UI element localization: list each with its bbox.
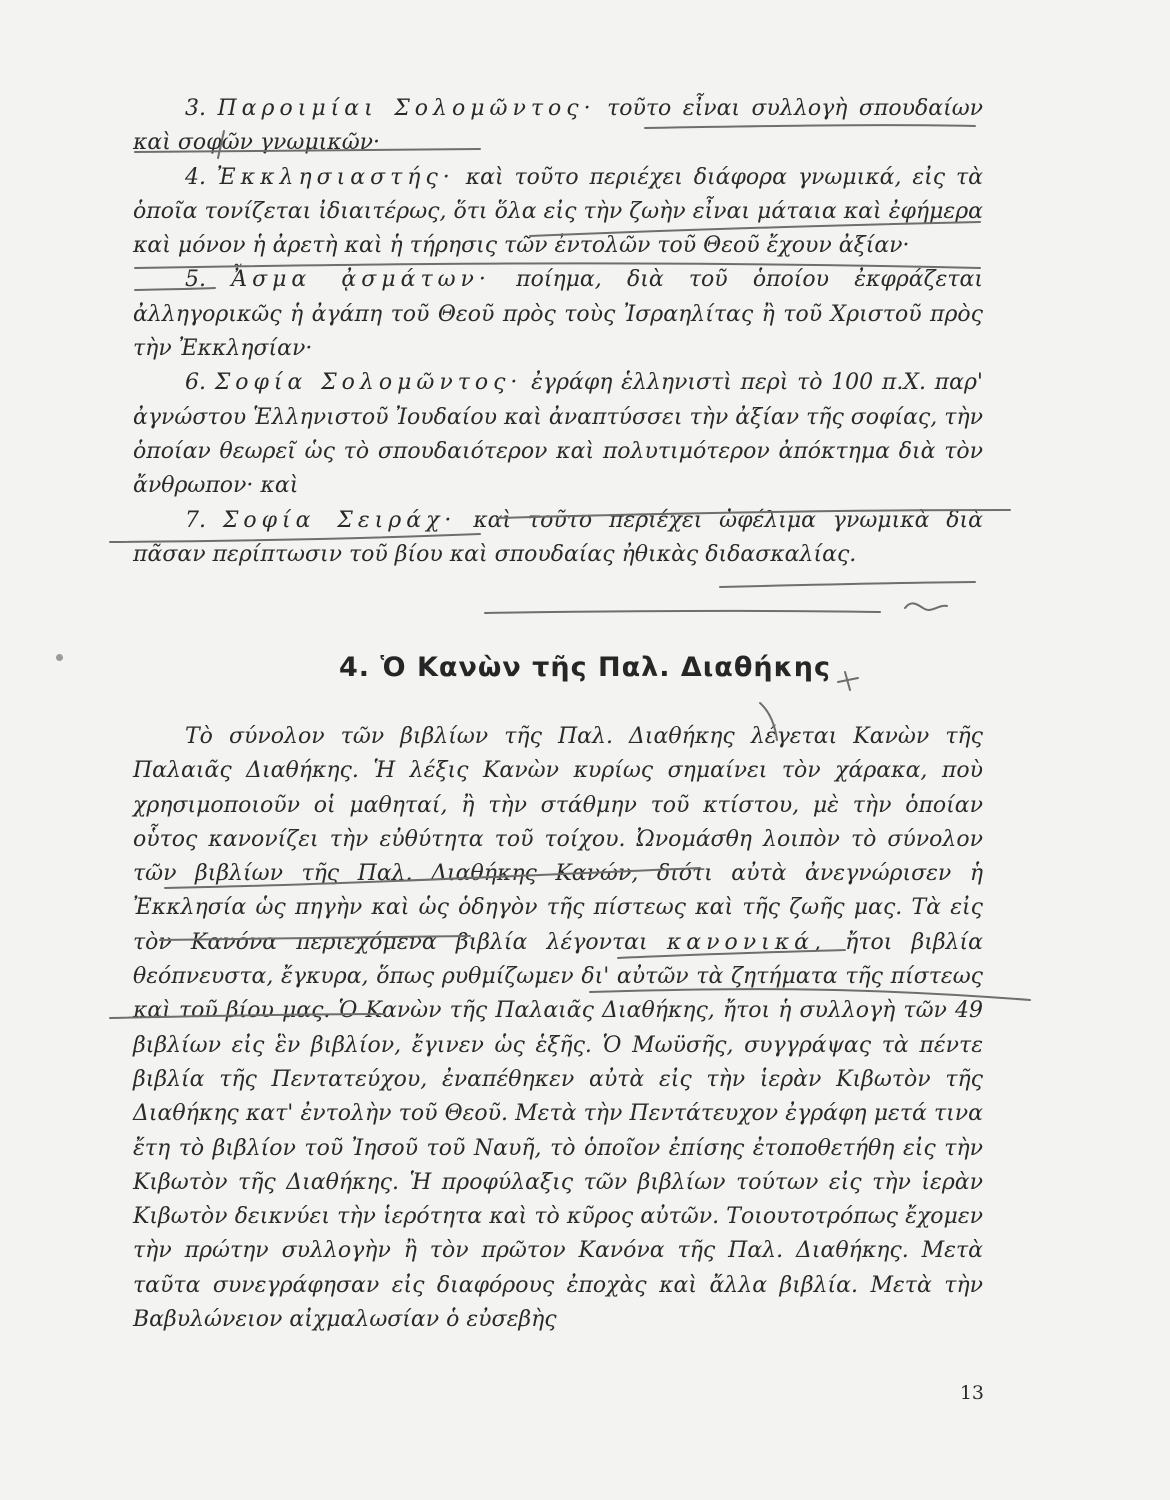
list-item: [133, 366, 983, 503]
paragraph-text: Τὸ σύνολον τῶν βιβλίων τῆς Παλ. Διαθήκης λέγεται Κανὼν τῆς Παλαιᾶς Διαθήκης. Ἡ λέξις Κανὼν κυρίως σημαίνει τὸν χάρακα, ποὺ χρησιμοποιοῦν οἱ μαθηταί, ἢ τὴν στάθμην τοῦ κτίστου, μὲ τὴν ὁποίαν οὗτος κανονίζει τὴν εὐθύτητα τοῦ τοίχου. Ὠνομάσθη λοιπὸν τὸ σύνολον τῶν βιβλίων τῆς Παλ. Διαθήκης Κανών, διότι αὐτὰ ἀνεγνώρισεν ἡ Ἐκκλησία ὡς πηγὴν καὶ ὡς ὁδηγὸν τῆς πίστεως καὶ τῆς ζωῆς μας. Τὰ εἰς τὸν Κανόνα περιεχόμενα βιβλία λέγονται: [133, 724, 983, 955]
emphasis-term: κανονικά,: [666, 929, 826, 955]
body-paragraph: [133, 720, 983, 1337]
page-number: 13: [959, 1382, 984, 1404]
pencil-squiggle: [905, 603, 947, 610]
item-number: 6.: [185, 370, 206, 396]
list-item: [133, 92, 983, 161]
item-title: Παροιμίαι Σολομῶντος·: [217, 96, 596, 121]
section-heading: 4. Ὁ Κανὼν τῆς Παλ. Διαθήκης: [338, 652, 832, 683]
item-text: καὶ τοῦτο περιέχει διάφορα γνωμικά, εἰς τὰ ὁποῖα τονίζεται ἰδιαιτέρως, ὅτι ὅλα εἰς τὴν ζωὴν εἶναι μάταια καὶ ἐφήμερα καὶ μόνον ἡ ἀρετὴ καὶ ἡ τήρησις τῶν ἐντολῶν τοῦ Θεοῦ ἔχουν ἀξίαν·: [133, 164, 984, 259]
list-item: [133, 161, 983, 264]
list-item: [133, 504, 983, 573]
list-block: [133, 92, 983, 572]
item-text: τοῦτο εἶναι συλλογὴ σπουδαίων καὶ σοφῶν γνωμικῶν·: [133, 96, 984, 156]
item-text: καὶ τοῦτο περιέχει ὠφέλιμα γνωμικὰ διὰ πᾶσαν περίπτωσιν τοῦ βίου καὶ σπουδαίας ἠθικὰς διδασκαλίας.: [133, 507, 984, 567]
list-item: [133, 263, 983, 366]
paragraph-text-cont: ἤτοι βιβλία θεόπνευστα, ἔγκυρα, ὅπως ρυθμίζωμεν δι' αὐτῶν τὰ ζητήματα τῆς πίστεως καὶ τοῦ βίου μας. Ὁ Κανὼν τῆς Παλαιᾶς Διαθήκης, ἤτοι ἡ συλλογὴ τῶν 49 βιβλίων εἰς ἓν βιβλίον, ἔγινεν ὡς ἑξῆς. Ὁ Μωϋσῆς, συγγράψας τὰ πέντε βιβλία τῆς Πεντατεύχου, ἐναπέθηκεν αὐτὰ εἰς τὴν ἱερὰν Κιβωτὸν τῆς Διαθήκης κατ' ἐντολὴν τοῦ Θεοῦ. Μετὰ τὴν Πεντάτευχον ἐγράφη μετά τινα ἔτη τὸ βιβλίον τοῦ Ἰησοῦ τοῦ Ναυῆ, τὸ ὁποῖον ἐπίσης ἐτοποθετήθη εἰς τὴν Κιβωτὸν τῆς Διαθήκης. Ἡ προφύλαξις τῶν βιβλίων τούτων εἰς τὴν ἱερὰν Κιβωτὸν δεικνύει τὴν ἱερότητα καὶ τὸ κῦρος αὐτῶν. Τοιουτοτρόπως ἔχομεν τὴν πρώτην συλλογὴν ἢ τὸν πρῶτον Κανόνα τῆς Παλ. Διαθήκης. Μετὰ ταῦτα συνεγράφησαν εἰς διαφόρους ἐποχὰς καὶ ἄλλα βιβλία. Μετὰ τὴν Βαβυλώνειον αἰχμαλωσίαν ὁ εὐσεβὴς: [133, 929, 983, 1333]
item-number: 7.: [185, 507, 206, 533]
item-text: ἐγράφη ἑλληνιστὶ περὶ τὸ 100 π.Χ. παρ' ἀγνώστου Ἑλληνιστοῦ Ἰουδαίου καὶ ἀναπτύσσει τὴν ἀξίαν τῆς σοφίας, τὴν ὁποίαν θεωρεῖ ὡς τὸ σπουδαιότερον καὶ πολυτιμότερον ἀπόκτημα διὰ τὸν ἄνθρωπον· καὶ: [133, 370, 983, 499]
item-title: Σοφία Σειράχ·: [222, 507, 457, 533]
body-block: [133, 720, 983, 1337]
pencil-underline: [485, 611, 880, 613]
item-text: ποίημα, διὰ τοῦ ὁποίου ἐκφράζεται ἀλληγορικῶς ἡ ἀγάπη τοῦ Θεοῦ πρὸς τοὺς Ἰσραηλίτας ἢ τοῦ Χριστοῦ πρὸς τὴν Ἐκκλησίαν·: [133, 267, 984, 362]
ink-spot: [56, 654, 63, 661]
item-title: Ἐκκλησιαστής·: [216, 164, 455, 190]
pencil-underline: [720, 582, 975, 587]
item-title: Ἆσμα ᾀσμάτων·: [231, 267, 491, 293]
item-number: 3.: [185, 96, 206, 121]
item-number: 5.: [185, 267, 206, 293]
item-number: 4.: [185, 164, 206, 190]
item-title: Σοφία Σολομῶντος·: [214, 370, 523, 396]
